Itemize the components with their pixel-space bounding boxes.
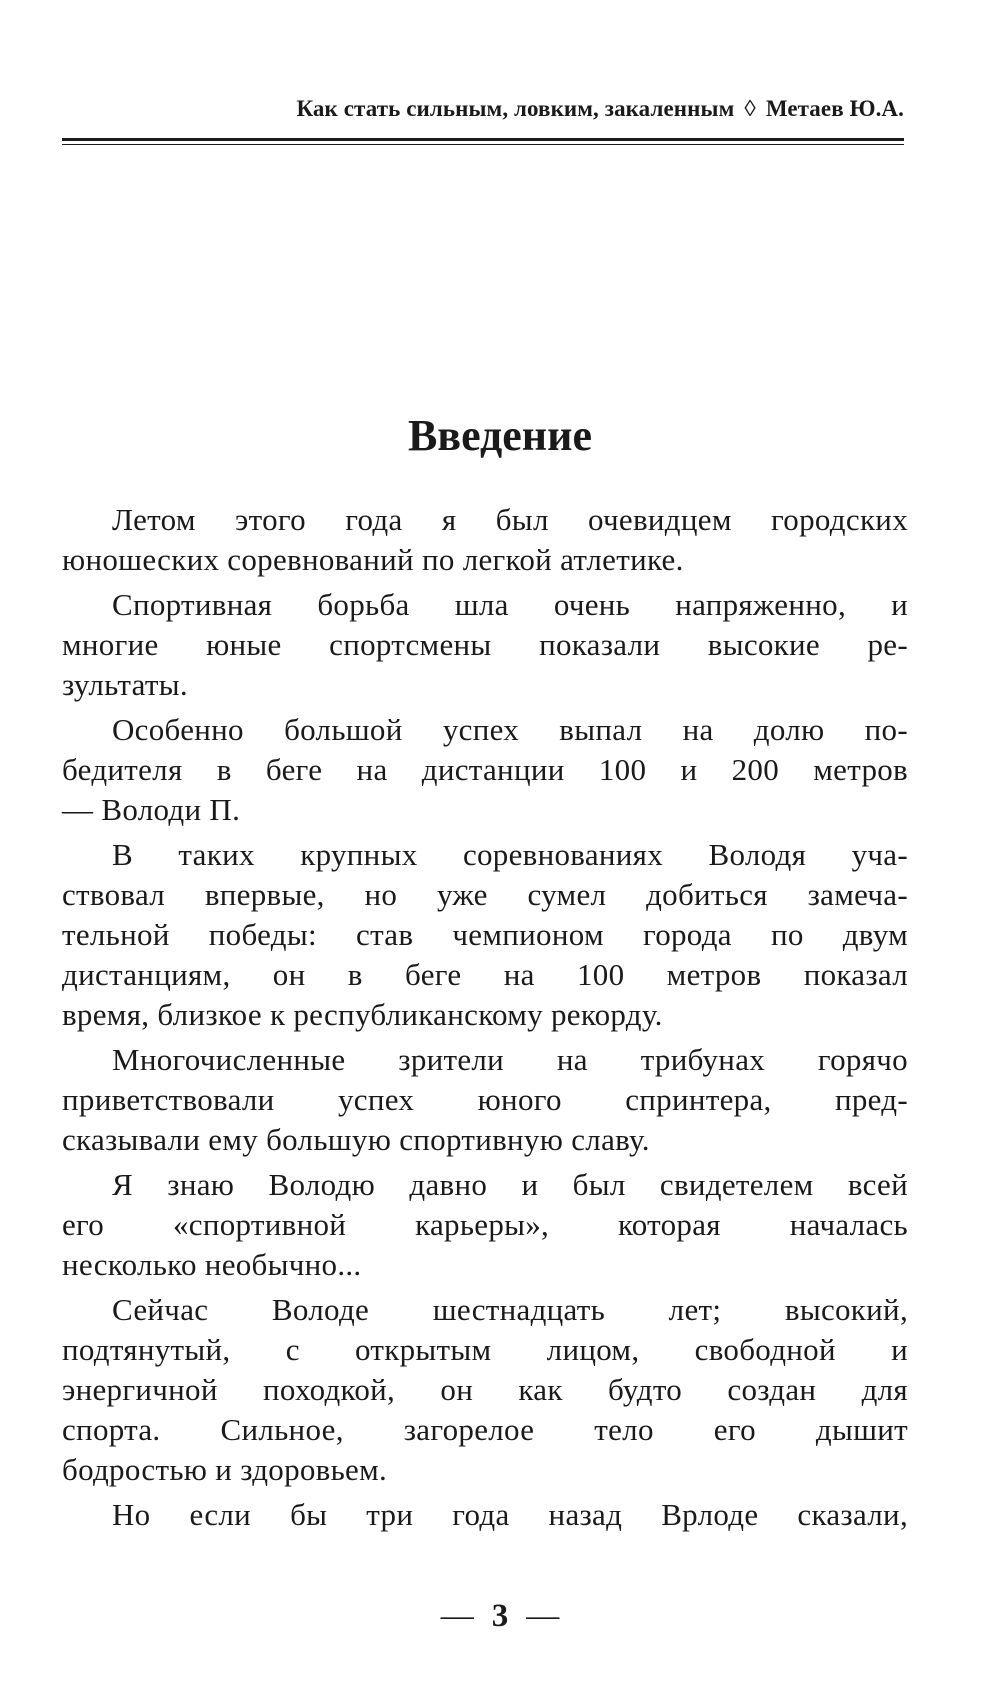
text-line: Особенно большой успех выпал на долю по-: [112, 712, 908, 747]
text-line: Я знаю Володю давно и был свидетелем всей: [112, 1167, 908, 1202]
chapter-title: Введение: [407, 411, 593, 460]
text-line: бедителя в беге на дистанции 100 и 200 метров: [62, 752, 908, 787]
text-line: дистанциям, он в беге на 100 метров показал: [62, 957, 908, 992]
text-line: — Володи П.: [62, 792, 241, 827]
header-rule-thick: [62, 138, 904, 141]
paragraph: [62, 1290, 908, 1490]
text-line: Многочисленные зрители на трибунах горячо: [112, 1042, 908, 1077]
text-line: бодростью и здоровьем.: [62, 1452, 388, 1487]
text-line: спорта. Сильное, загорелое тело его дышит: [62, 1412, 908, 1447]
paragraph: [62, 585, 908, 705]
diamond-separator-icon: ◊: [744, 96, 756, 121]
running-header: [62, 96, 904, 122]
text-line: Сейчас Володе шестнадцать лет; высокий,: [112, 1292, 908, 1327]
text-line: ствовал впервые, но уже сумел добиться замеча-: [62, 877, 908, 912]
text-line: энергичной походкой, он как будто создан для: [62, 1372, 908, 1407]
page-number-dash-left: —: [440, 1598, 474, 1634]
text-line: юношеских соревнований по легкой атлетике.: [62, 542, 684, 577]
text-line: несколько необычно...: [62, 1247, 362, 1282]
page-number: [0, 1598, 1000, 1635]
text-line: сказывали ему большую спортивную славу.: [62, 1122, 650, 1157]
body-text: [62, 500, 908, 1540]
text-line: многие юные спортсмены показали высокие ре-: [62, 627, 908, 662]
paragraph: [62, 710, 908, 830]
text-line: тельной победы: став чемпионом города по двум: [62, 917, 908, 952]
text-line: зультаты.: [62, 667, 188, 702]
paragraph: [62, 1040, 908, 1160]
text-line: Спортивная борьба шла очень напряженно, и: [112, 587, 908, 622]
paragraph: [62, 1165, 908, 1285]
text-line: время, близкое к республиканскому рекорду.: [62, 997, 663, 1032]
text-line: Летом этого года я был очевидцем городских: [112, 502, 908, 537]
paragraph: [62, 835, 908, 1035]
paragraph: [62, 500, 908, 580]
text-line: его «спортивной карьеры», которая началась: [62, 1207, 908, 1242]
header-rule-thin: [62, 144, 904, 145]
text-line: Но если бы три года назад Врлоде сказали,: [112, 1497, 908, 1532]
author-name: Метаев Ю.А.: [765, 96, 904, 121]
text-line: приветствовали успех юного спринтера, пред-: [62, 1082, 908, 1117]
page-number-value: 3: [491, 1598, 509, 1634]
text-line: В таких крупных соревнованиях Володя уча-: [112, 837, 908, 872]
paragraph: [62, 1495, 908, 1535]
book-title: Как стать сильным, ловким, закаленным: [296, 96, 735, 121]
text-line: подтянутый, с открытым лицом, свободной и: [62, 1332, 908, 1367]
page-number-dash-right: —: [526, 1598, 560, 1634]
